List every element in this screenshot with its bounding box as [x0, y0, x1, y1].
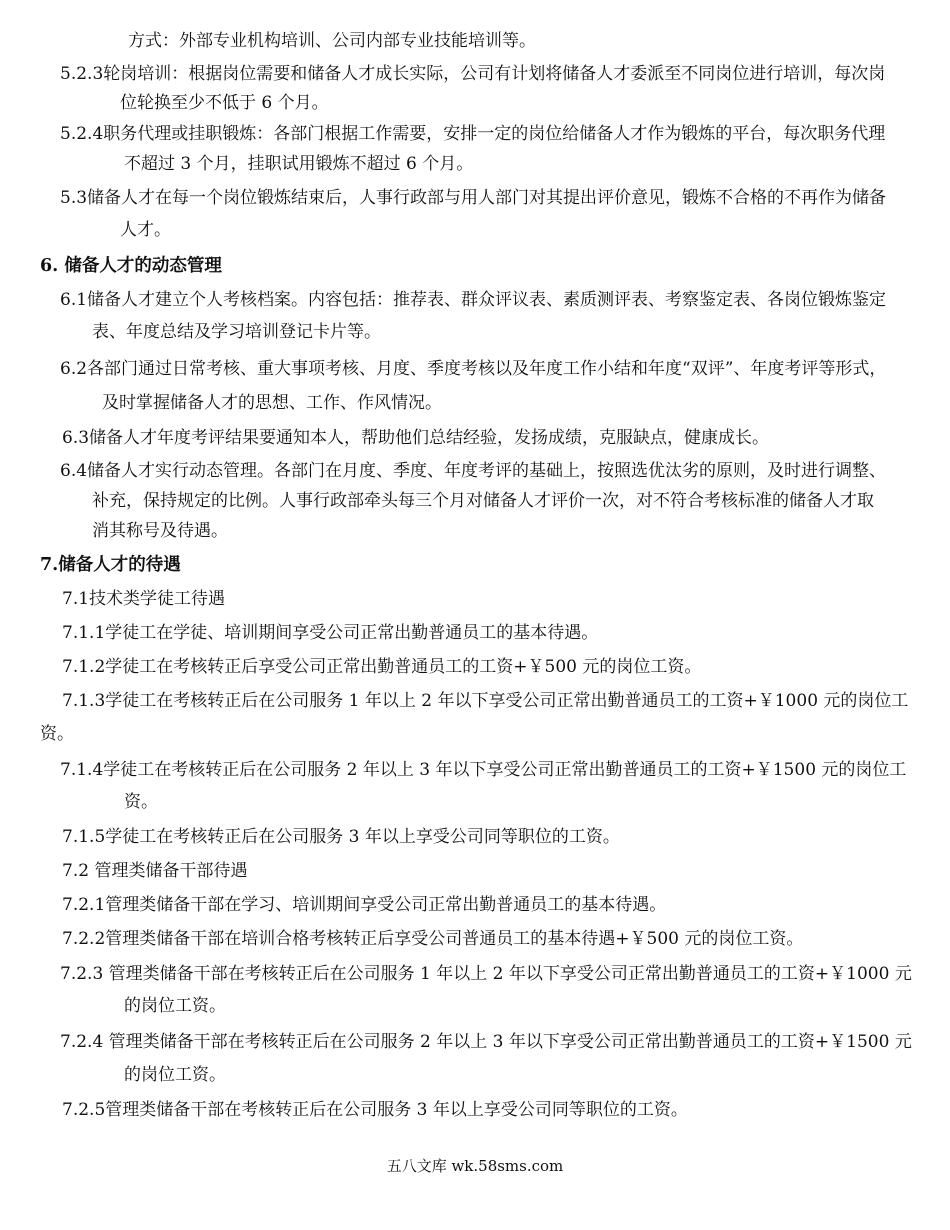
text-line: 7.2 管理类储备干部待遇	[62, 861, 248, 881]
text-line: 7.2.3 管理类储备干部在考核转正后在公司服务 1 年以上 2 年以下享受公司正常出勤普通员工的工资+￥1000 元	[60, 964, 912, 984]
text-line: 7.2.1管理类储备干部在学习、培训期间享受公司正常出勤普通员工的基本待遇。	[62, 895, 667, 915]
text-line: 7.1.3学徒工在考核转正后在公司服务 1 年以上 2 年以下享受公司正常出勤普通员工的工资+￥1000 元的岗位工	[62, 691, 909, 711]
text-line: 6.2各部门通过日常考核、重大事项考核、月度、季度考核以及年度工作小结和年度“双评”、年度考评等形式，	[60, 359, 887, 379]
text-line: 的岗位工资。	[124, 996, 226, 1016]
text-line: 6.3储备人才年度考评结果要通知本人，帮助他们总结经验，发扬成绩，克服缺点，健康成长。	[62, 428, 770, 448]
text-line: 的岗位工资。	[124, 1065, 226, 1085]
text-line: 7.1.2学徒工在考核转正后享受公司正常出勤普通员工的工资+￥500 元的岗位工资。	[62, 657, 702, 677]
text-line: 7.1.5学徒工在考核转正后在公司服务 3 年以上享受公司同等职位的工资。	[62, 827, 620, 847]
text-line: 5.2.3轮岗培训：根据岗位需要和储备人才成长实际，公司有计划将储备人才委派至不同岗位进行培训，每次岗	[60, 64, 886, 84]
text-line: 消其称号及待遇。	[92, 521, 228, 541]
text-line: 7.2.5管理类储备干部在考核转正后在公司服务 3 年以上享受公司同等职位的工资。	[62, 1100, 688, 1120]
text-line: 人才。	[120, 220, 171, 240]
text-line: 7.2.4 管理类储备干部在考核转正后在公司服务 2 年以上 3 年以下享受公司正常出勤普通员工的工资+￥1500 元	[60, 1032, 912, 1052]
section-heading: 6. 储备人才的动态管理	[40, 256, 222, 276]
text-line: 7.1技术类学徒工待遇	[62, 589, 226, 609]
text-line: 6.4储备人才实行动态管理。各部门在月度、季度、年度考评的基础上，按照选优汰劣的原则，及时进行调整、	[60, 461, 887, 481]
text-line: 表、年度总结及学习培训登记卡片等。	[92, 322, 381, 342]
text-line: 资。	[40, 724, 74, 744]
section-heading: 7.储备人才的待遇	[40, 555, 181, 575]
text-line: 及时掌握储备人才的思想、工作、作风情况。	[102, 393, 442, 413]
text-line: 方式：外部专业机构培训、公司内部专业技能培训等。	[128, 31, 536, 51]
text-line: 7.2.2管理类储备干部在培训合格考核转正后享受公司普通员工的基本待遇+￥500 元的岗位工资。	[62, 929, 804, 949]
text-line: 资。	[124, 792, 158, 812]
text-line: 补充，保持规定的比例。人事行政部牵头每三个月对储备人才评价一次，对不符合考核标准的储备人才取	[92, 491, 874, 511]
text-line: 7.1.1学徒工在学徒、培训期间享受公司正常出勤普通员工的基本待遇。	[62, 623, 599, 643]
text-line: 5.2.4职务代理或挂职锻炼：各部门根据工作需要，安排一定的岗位给储备人才作为锻炼的平台，每次职务代理	[60, 124, 886, 144]
text-line: 位轮换至少不低于 6 个月。	[120, 93, 329, 113]
page-footer: 五八文库 wk.58sms.com	[386, 1157, 564, 1175]
text-line: 不超过 3 个月，挂职试用锻炼不超过 6 个月。	[124, 154, 474, 174]
text-line: 6.1储备人才建立个人考核档案。内容包括：推荐表、群众评议表、素质测评表、考察鉴定表、各岗位锻炼鉴定	[60, 290, 887, 310]
text-line: 7.1.4学徒工在考核转正后在公司服务 2 年以上 3 年以下享受公司正常出勤普通员工的工资+￥1500 元的岗位工	[60, 760, 907, 780]
text-line: 5.3储备人才在每一个岗位锻炼结束后，人事行政部与用人部门对其提出评价意见，锻炼不合格的不再作为储备	[60, 188, 887, 208]
